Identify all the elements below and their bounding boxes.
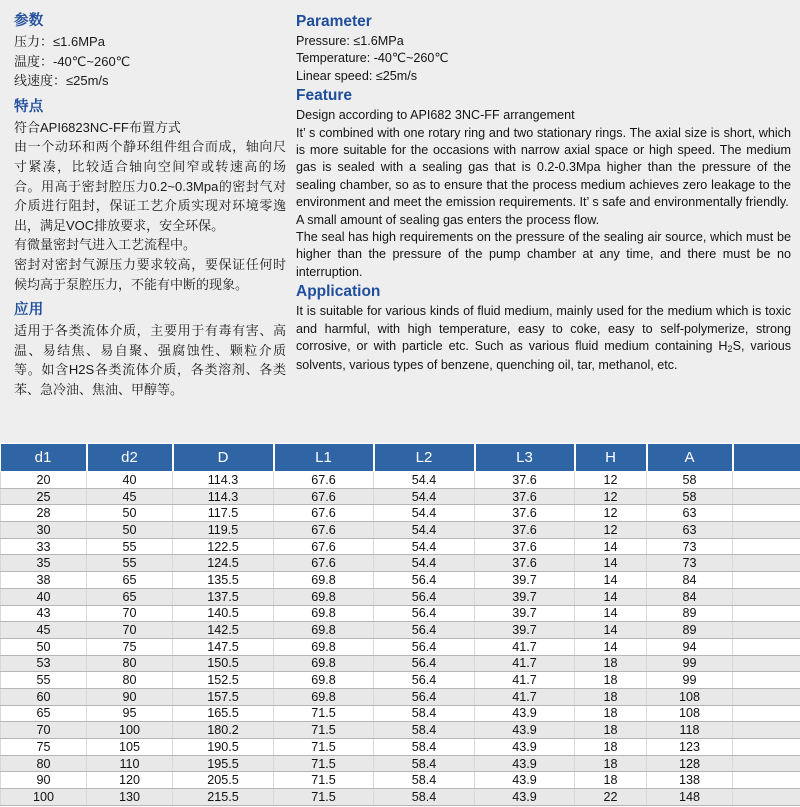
table-cell-blank: [733, 505, 800, 522]
table-cell-d2: 70: [87, 622, 173, 639]
table-cell-d2: 90: [87, 688, 173, 705]
table-cell-l1: 67.6: [274, 555, 374, 572]
table-cell-l2: 54.4: [374, 538, 475, 555]
cn-feature-section: [14, 98, 286, 294]
table-cell-d2: 95: [87, 705, 173, 722]
table-cell-d1: 40: [1, 588, 87, 605]
table-cell-blank: [733, 488, 800, 505]
table-cell-l3: 43.9: [475, 772, 575, 789]
table-cell-d1: 38: [1, 572, 87, 589]
table-cell-d1: 55: [1, 672, 87, 689]
table-cell-d1: 43: [1, 605, 87, 622]
table-cell-l2: 54.4: [374, 472, 475, 489]
table-cell-blank: [733, 755, 800, 772]
table-cell-l3: 37.6: [475, 505, 575, 522]
table-cell-d: 215.5: [173, 789, 274, 806]
table-cell-l2: 56.4: [374, 672, 475, 689]
table-cell-d2: 65: [87, 572, 173, 589]
table-row: [1, 755, 800, 772]
table-row: [1, 772, 800, 789]
table-cell-l1: 69.8: [274, 572, 374, 589]
table-head: [1, 444, 800, 472]
table-row: [1, 789, 800, 806]
table-cell-d1: 45: [1, 622, 87, 639]
table-row: [1, 739, 800, 756]
table-cell-d1: 25: [1, 488, 87, 505]
table-header-l2[interactable]: L2: [374, 444, 475, 472]
table-cell-a: 108: [647, 688, 733, 705]
table-cell-h: 12: [575, 522, 647, 539]
table-cell-l3: 43.9: [475, 755, 575, 772]
en-feature-paragraph-2: A small amount of sealing gas enters the process flow.: [296, 212, 600, 227]
en-application-text-b: S, various solvents, various types of benzene, quenching oil, tar, methanol, etc.: [296, 339, 792, 372]
table-cell-d2: 70: [87, 605, 173, 622]
table-cell-l2: 58.4: [374, 722, 475, 739]
table-cell-d1: 65: [1, 705, 87, 722]
table-cell-d2: 55: [87, 538, 173, 555]
table-cell-l3: 37.6: [475, 538, 575, 555]
table-row: [1, 705, 800, 722]
table-cell-d2: 130: [87, 789, 173, 806]
table-cell-h: 12: [575, 472, 647, 489]
table-cell-d: 114.3: [173, 472, 274, 489]
en-application-section: [296, 282, 791, 374]
table-cell-l1: 69.8: [274, 605, 374, 622]
table-cell-d1: 30: [1, 522, 87, 539]
en-parameter-linear-speed: Linear speed: ≤25m/s: [296, 68, 418, 83]
table-header-l1[interactable]: L1: [274, 444, 374, 472]
table-cell-d1: 28: [1, 505, 87, 522]
table-cell-a: 63: [647, 505, 733, 522]
table-cell-blank: [733, 588, 800, 605]
table-cell-l1: 69.8: [274, 622, 374, 639]
en-feature-section: [296, 86, 791, 281]
table-cell-h: 22: [575, 789, 647, 806]
table-cell-l2: 58.4: [374, 755, 475, 772]
table-cell-h: 18: [575, 739, 647, 756]
table-cell-d1: 33: [1, 538, 87, 555]
table-row: [1, 522, 800, 539]
table-header-d1[interactable]: d1: [1, 444, 87, 472]
table-cell-l1: 67.6: [274, 538, 374, 555]
table-cell-h: 14: [575, 605, 647, 622]
table-cell-l2: 56.4: [374, 588, 475, 605]
table-cell-d2: 80: [87, 655, 173, 672]
table-cell-d1: 75: [1, 739, 87, 756]
table-cell-d: 114.3: [173, 488, 274, 505]
table-row: [1, 622, 800, 639]
table-cell-a: 94: [647, 638, 733, 655]
table-cell-d: 180.2: [173, 722, 274, 739]
table-cell-h: 14: [575, 555, 647, 572]
table-row: [1, 688, 800, 705]
table-cell-l3: 37.6: [475, 555, 575, 572]
table-header-d2[interactable]: d2: [87, 444, 173, 472]
table-cell-l2: 56.4: [374, 638, 475, 655]
table-cell-d1: 20: [1, 472, 87, 489]
table-cell-d: 140.5: [173, 605, 274, 622]
table-cell-a: 84: [647, 588, 733, 605]
table-row: [1, 555, 800, 572]
table-cell-d: 142.5: [173, 622, 274, 639]
table-cell-l3: 39.7: [475, 622, 575, 639]
table-cell-l1: 71.5: [274, 789, 374, 806]
table-cell-d: 137.5: [173, 588, 274, 605]
table-cell-a: 108: [647, 705, 733, 722]
table-row: [1, 488, 800, 505]
table-cell-a: 128: [647, 755, 733, 772]
table-cell-l2: 56.4: [374, 572, 475, 589]
table-cell-h: 14: [575, 588, 647, 605]
table-cell-l1: 69.8: [274, 638, 374, 655]
table-cell-blank: [733, 638, 800, 655]
table-header-d[interactable]: D: [173, 444, 274, 472]
english-column: [296, 12, 791, 374]
table-cell-l1: 67.6: [274, 488, 374, 505]
table-header-h[interactable]: H: [575, 444, 647, 472]
table-cell-d: 124.5: [173, 555, 274, 572]
en-application-text-a: It is suitable for various kinds of fluid medium, mainly used for the medium which is toxic and harmful, with high temperature, easy to coke, easy to self-polymerize, strong corrosive, or with particle etc. Such as various fluid medium containing H: [296, 304, 791, 354]
table-cell-d: 150.5: [173, 655, 274, 672]
table-cell-blank: [733, 605, 800, 622]
table-cell-a: 123: [647, 739, 733, 756]
table-cell-d2: 45: [87, 488, 173, 505]
en-parameter-temperature: Temperature: -40℃~260℃: [296, 51, 449, 66]
table-cell-l1: 67.6: [274, 522, 374, 539]
table-cell-blank: [733, 555, 800, 572]
table-cell-l3: 41.7: [475, 655, 575, 672]
table-row: [1, 722, 800, 739]
table-cell-h: 12: [575, 505, 647, 522]
table-cell-l1: 71.5: [274, 722, 374, 739]
dimension-table-container: [0, 443, 800, 806]
table-cell-d: 195.5: [173, 755, 274, 772]
table-cell-blank: [733, 789, 800, 806]
en-feature-paragraph-3: The seal has high requirements on the pressure of the sealing air source, which must be higher than the pressure of the pump chamber at any time, and there must be no interruption.: [296, 230, 791, 279]
table-cell-l1: 69.8: [274, 588, 374, 605]
en-feature-paragraph-1: It’ s combined with one rotary ring and two stationary rings. The axial size is short, which is more suitable for the occasions with narrow axial space or high speed. The medium gas is sealed with a sealing gas that is 0.2-0.3Mpa higher than the pressure of the sealing chamber, so as to ensure that the process medium achieves zero leakage to the environment and meet the emission requirements. It’ s safe and environmentally friendly.: [296, 125, 791, 210]
table-cell-d: 205.5: [173, 772, 274, 789]
table-cell-l3: 41.7: [475, 638, 575, 655]
en-application-heading: Application: [296, 283, 381, 301]
table-row: [1, 605, 800, 622]
table-cell-l3: 43.9: [475, 789, 575, 806]
table-cell-a: 89: [647, 605, 733, 622]
table-cell-d2: 120: [87, 772, 173, 789]
table-cell-a: 118: [647, 722, 733, 739]
table-cell-blank: [733, 672, 800, 689]
table-cell-h: 18: [575, 688, 647, 705]
table-cell-blank: [733, 622, 800, 639]
table-row: [1, 538, 800, 555]
table-cell-d1: 53: [1, 655, 87, 672]
table-cell-l1: 67.6: [274, 472, 374, 489]
table-cell-h: 12: [575, 488, 647, 505]
table-cell-d1: 80: [1, 755, 87, 772]
en-feature-heading: Feature: [296, 87, 352, 105]
table-cell-a: 99: [647, 672, 733, 689]
table-cell-l2: 58.4: [374, 705, 475, 722]
table-cell-l3: 41.7: [475, 672, 575, 689]
cn-spacer-1: [14, 91, 286, 98]
table-cell-l2: 58.4: [374, 789, 475, 806]
table-cell-l2: 58.4: [374, 772, 475, 789]
table-cell-l3: 43.9: [475, 722, 575, 739]
table-cell-l3: 39.7: [475, 588, 575, 605]
table-cell-a: 58: [647, 472, 733, 489]
table-cell-blank: [733, 772, 800, 789]
table-cell-l3: 37.6: [475, 522, 575, 539]
table-cell-d2: 75: [87, 638, 173, 655]
table-cell-h: 18: [575, 772, 647, 789]
table-cell-l1: 69.8: [274, 688, 374, 705]
table-cell-h: 14: [575, 622, 647, 639]
table-cell-l1: 71.5: [274, 739, 374, 756]
table-cell-a: 89: [647, 622, 733, 639]
table-row: [1, 572, 800, 589]
table-cell-d2: 80: [87, 672, 173, 689]
table-cell-a: 63: [647, 522, 733, 539]
cn-feature-paragraph-3: 密封对密封气源压力要求较高，要保证任何时候均高于泵腔压力，不能有中断的现象。: [14, 256, 286, 292]
table-cell-d: 157.5: [173, 688, 274, 705]
table-cell-d: 190.5: [173, 739, 274, 756]
table-cell-blank: [733, 472, 800, 489]
en-feature-line-1: Design according to API682 3NC-FF arrangement: [296, 108, 575, 123]
table-cell-a: 73: [647, 538, 733, 555]
table-cell-d2: 105: [87, 739, 173, 756]
table-cell-l1: 69.8: [274, 672, 374, 689]
cn-spacer-2: [14, 294, 286, 301]
table-cell-d: 117.5: [173, 505, 274, 522]
table-cell-h: 18: [575, 722, 647, 739]
table-cell-d: 152.5: [173, 672, 274, 689]
cn-feature-paragraph-2: 有微量密封气进入工艺流程中。: [14, 237, 197, 253]
table-cell-l3: 43.9: [475, 705, 575, 722]
table-header-blank[interactable]: [733, 444, 800, 472]
table-cell-blank: [733, 538, 800, 555]
table-cell-h: 14: [575, 638, 647, 655]
table-cell-d2: 55: [87, 555, 173, 572]
cn-application-section: [14, 301, 286, 399]
table-cell-l2: 56.4: [374, 655, 475, 672]
cn-application-heading: 应用: [14, 302, 44, 319]
table-cell-a: 84: [647, 572, 733, 589]
table-cell-l3: 41.7: [475, 688, 575, 705]
table-cell-l2: 54.4: [374, 555, 475, 572]
table-cell-blank: [733, 688, 800, 705]
table-cell-a: 58: [647, 488, 733, 505]
table-cell-l2: 56.4: [374, 688, 475, 705]
table-row: [1, 588, 800, 605]
cn-application-paragraph-1: 适用于各类流体介质，主要用于有毒有害、高温、易结焦、易自聚、强腐蚀性、颗粒介质等。如含H2S各类流体介质，各类溶剂、各类苯、急冷油、焦油、甲醇等。: [14, 323, 286, 397]
cn-parameter-linear-speed: 线速度：≤25m/s: [14, 73, 109, 89]
table-row: [1, 638, 800, 655]
table-cell-l2: 56.4: [374, 605, 475, 622]
table-cell-h: 18: [575, 755, 647, 772]
table-cell-l1: 71.5: [274, 772, 374, 789]
table-cell-l3: 39.7: [475, 572, 575, 589]
table-cell-d1: 90: [1, 772, 87, 789]
table-cell-d1: 100: [1, 789, 87, 806]
table-header-a[interactable]: A: [647, 444, 733, 472]
table-cell-d1: 60: [1, 688, 87, 705]
table-body: [1, 472, 800, 806]
table-cell-h: 18: [575, 705, 647, 722]
table-cell-l1: 71.5: [274, 755, 374, 772]
cn-parameter-section: [14, 12, 286, 91]
table-cell-d1: 50: [1, 638, 87, 655]
table-cell-blank: [733, 739, 800, 756]
table-cell-d2: 50: [87, 505, 173, 522]
table-cell-l3: 37.6: [475, 488, 575, 505]
table-header-row: [1, 444, 800, 472]
en-parameter-pressure: Pressure: ≤1.6MPa: [296, 34, 404, 48]
cn-feature-line-1: 符合API6823NC-FF布置方式: [14, 119, 181, 135]
cn-parameter-pressure: 压力：≤1.6MPa: [14, 34, 105, 49]
table-cell-blank: [733, 572, 800, 589]
table-cell-l2: 54.4: [374, 505, 475, 522]
chinese-column: [14, 12, 286, 400]
table-row: [1, 505, 800, 522]
en-application-paragraph-1: [296, 303, 791, 374]
en-parameter-heading: Parameter: [296, 13, 372, 30]
table-cell-l3: 37.6: [475, 472, 575, 489]
table-cell-a: 99: [647, 655, 733, 672]
cn-parameter-heading: 参数: [14, 13, 44, 29]
table-cell-d2: 100: [87, 722, 173, 739]
table-cell-h: 18: [575, 672, 647, 689]
table-cell-a: 148: [647, 789, 733, 806]
table-cell-l2: 56.4: [374, 622, 475, 639]
cn-feature-paragraph-1: 由一个动环和两个静环组件组合而成，轴向尺寸紧凑，比较适合轴向空间窄或转速高的场合。用高于密封腔压力0.2~0.3Mpa的密封气对介质进行阻封，保证工艺介质实现对环境零逸出，满足VOC排放要求，安全环保。: [14, 139, 286, 233]
table-header-l3[interactable]: L3: [475, 444, 575, 472]
table-cell-d: 135.5: [173, 572, 274, 589]
table-cell-blank: [733, 655, 800, 672]
table-cell-d2: 40: [87, 472, 173, 489]
table-cell-d2: 65: [87, 588, 173, 605]
dimension-table: [0, 443, 800, 806]
table-cell-d1: 70: [1, 722, 87, 739]
table-row: [1, 672, 800, 689]
table-cell-h: 14: [575, 538, 647, 555]
table-cell-d: 165.5: [173, 705, 274, 722]
h2s-subscript: 2: [727, 344, 733, 355]
table-cell-blank: [733, 722, 800, 739]
table-cell-l1: 69.8: [274, 655, 374, 672]
table-cell-l2: 54.4: [374, 488, 475, 505]
table-cell-l3: 43.9: [475, 739, 575, 756]
table-cell-l3: 39.7: [475, 605, 575, 622]
table-row: [1, 655, 800, 672]
table-cell-d1: 35: [1, 555, 87, 572]
table-cell-l1: 67.6: [274, 505, 374, 522]
table-cell-d: 119.5: [173, 522, 274, 539]
cn-parameter-temperature: 温度：-40℃~260℃: [14, 53, 131, 69]
en-parameter-section: [296, 12, 791, 85]
table-cell-h: 14: [575, 572, 647, 589]
cn-feature-heading: 特点: [14, 98, 44, 115]
table-cell-l2: 54.4: [374, 522, 475, 539]
table-cell-d: 122.5: [173, 538, 274, 555]
table-cell-l1: 71.5: [274, 705, 374, 722]
table-cell-blank: [733, 522, 800, 539]
table-cell-d2: 110: [87, 755, 173, 772]
table-cell-d2: 50: [87, 522, 173, 539]
table-cell-a: 138: [647, 772, 733, 789]
table-cell-d: 147.5: [173, 638, 274, 655]
table-row: [1, 472, 800, 489]
table-cell-l2: 58.4: [374, 739, 475, 756]
table-cell-blank: [733, 705, 800, 722]
table-cell-a: 73: [647, 555, 733, 572]
table-cell-h: 18: [575, 655, 647, 672]
